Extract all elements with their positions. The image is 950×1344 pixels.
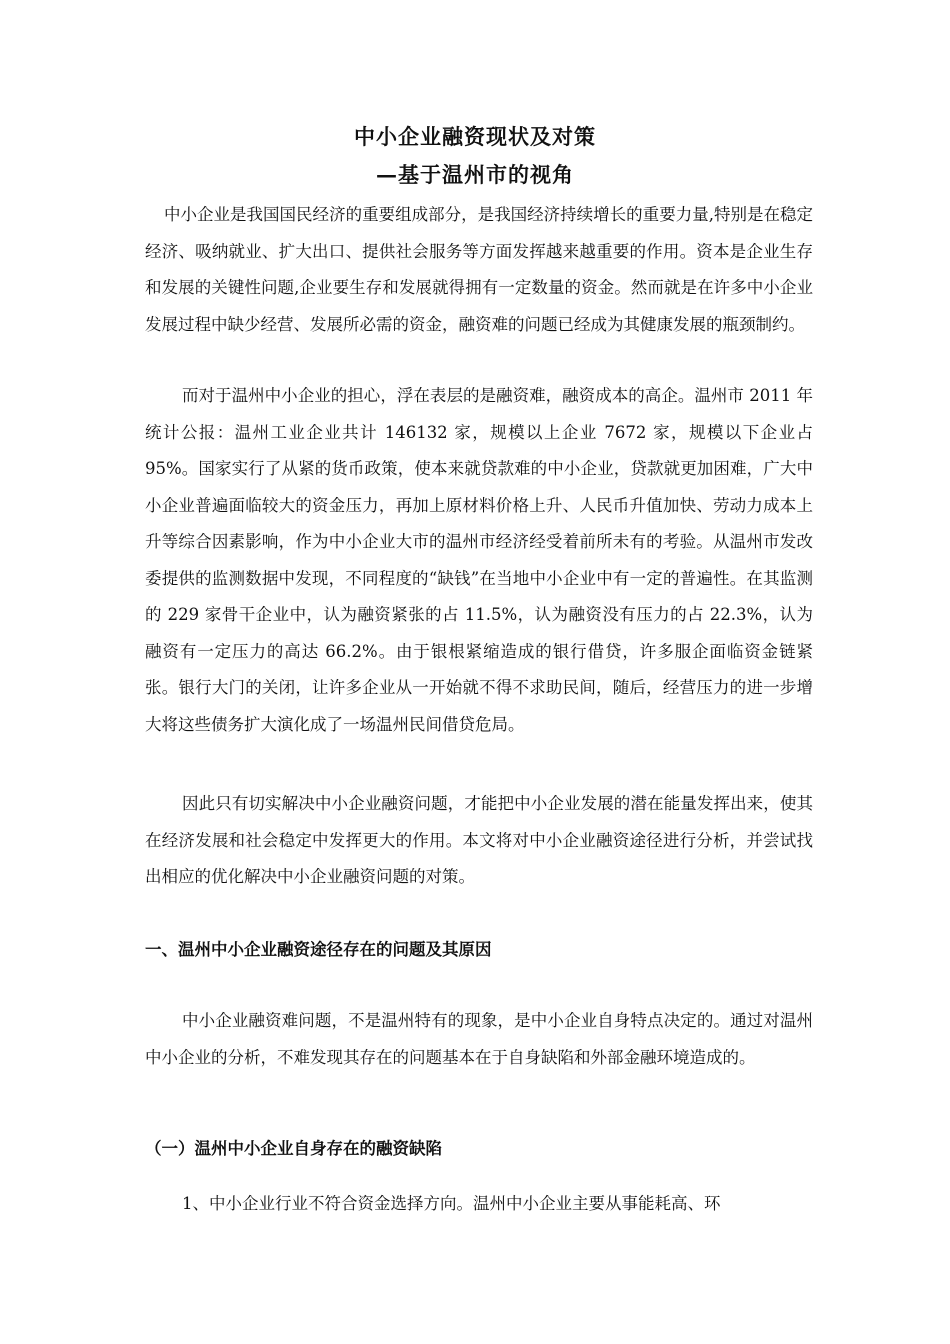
list-item: 1、中小企业行业不符合资金选择方向。温州中小企业主要从事能耗高、环 [182, 1194, 721, 1213]
purpose-paragraph: 因此只有切实解决中小企业融资问题，才能把中小企业发展的潜在能量发挥出来，使其在经济发展和社会稳定中发挥更大的作用。本文将对中小企业融资途径进行分析，并尝试找出相应的优化解决中小企业融资问题的对策。 [145, 794, 813, 886]
document-subtitle: —基于温州市的视角 [376, 162, 574, 187]
document-title: 中小企业融资现状及对策 [354, 124, 596, 149]
intro-paragraph: 中小企业是我国国民经济的重要组成部分，是我国经济持续增长的重要力量,特别是在稳定经济、吸纳就业、扩大出口、提供社会服务等方面发挥越来越重要的作用。资本是企业生存和发展的关键性问题,企业要生存和发展就得拥有一定数量的资金。然而就是在许多中小企业发展过程中缺少经营、发展所必需的资金，融资难的问题已经成为其健康发展的瓶颈制约。 [145, 205, 813, 334]
section-paragraph: 中小企业融资难问题，不是温州特有的现象，是中小企业自身特点决定的。通过对温州中小企业的分析，不难发现其存在的问题基本在于自身缺陷和外部金融环境造成的。 [145, 1011, 813, 1067]
wenzhou-paragraph: 而对于温州中小企业的担心，浮在表层的是融资难，融资成本的高企。温州市 2011 年统计公报：温州工业企业共计 146132 家，规模以上企业 7672 家，规模以下企业占 95%。国家实行了从紧的货币政策，使本来就贷款难的中小企业，贷款就更加困难，广大中小企业普遍面临较大的资金压力，再加上原材料价格上升、人民币升值加快、劳动力成本上升等综合因素影响，作为中小企业大市的温州市经济经受着前所未有的考验。从温州市发改委提供的监测数据中发现，不同程度的“缺钱”在当地中小企业中有一定的普遍性。在其监测的 229 家骨干企业中，认为融资紧张的占 11.5%，认为融资没有压力的占 22.3%，认为融资有一定压力的高达 66.2%。由于银根紧缩造成的银行借贷，许多服企面临资金链紧张。银行大门的关闭，让许多企业从一开始就不得不求助民间，随后，经营压力的进一步增大将这些债务扩大演化成了一场温州民间借贷危局。 [145, 386, 813, 734]
section-heading: 一、温州中小企业融资途径存在的问题及其原因 [145, 940, 492, 959]
subsection-heading: （一）温州中小企业自身存在的融资缺陷 [145, 1139, 442, 1158]
